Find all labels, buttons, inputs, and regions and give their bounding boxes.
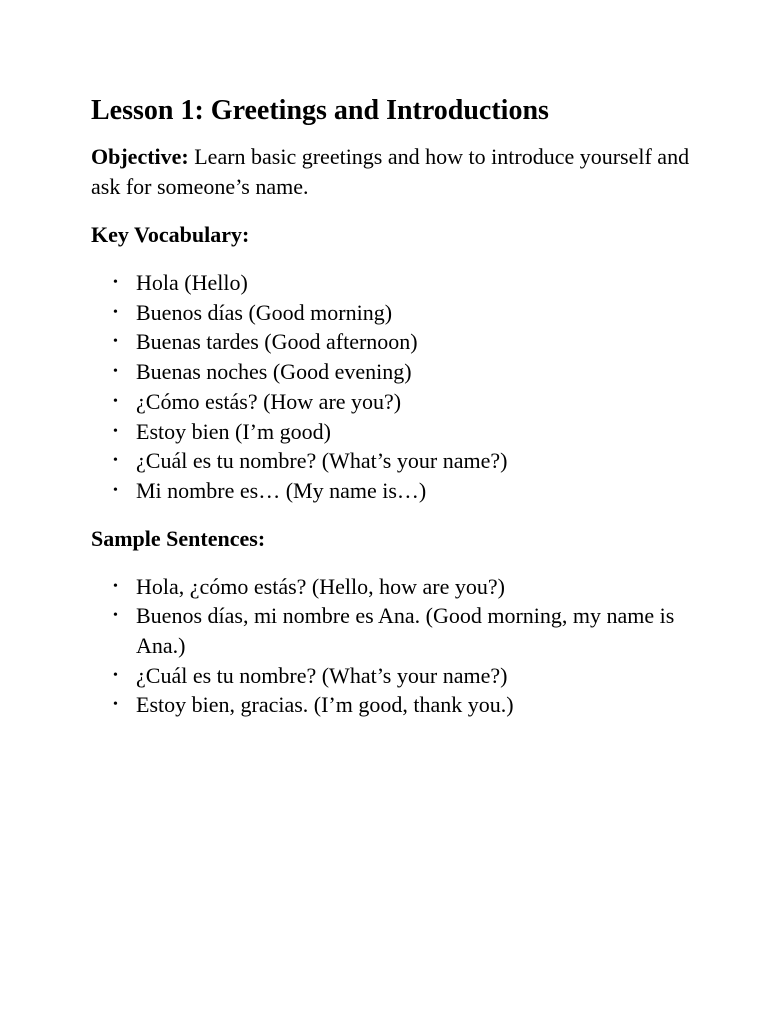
vocabulary-item-text: Buenas noches (Good evening) — [136, 359, 412, 385]
objective-label: Objective: — [91, 144, 189, 169]
vocabulary-item-text: Mi nombre es… (My name is…) — [136, 477, 427, 503]
objective-text: Learn basic greetings and how to introduce yourself and ask for someone’s name. — [91, 144, 690, 199]
document-page — [91, 93, 691, 720]
vocabulary-item-text: Buenas tardes (Good afternoon) — [136, 329, 418, 355]
vocabulary-item — [91, 387, 691, 417]
bullet-icon: • — [113, 667, 118, 683]
vocabulary-item — [91, 268, 691, 298]
sentences-heading: Sample Sentences: — [91, 525, 266, 551]
vocabulary-heading: Key Vocabulary: — [91, 222, 250, 247]
bullet-icon: • — [113, 364, 118, 380]
vocabulary-item-text: Buenos días (Good morning) — [136, 299, 393, 325]
vocabulary-item — [91, 476, 691, 506]
vocabulary-item — [91, 446, 691, 476]
sentence-item — [91, 690, 691, 720]
bullet-icon: • — [113, 334, 118, 350]
vocabulary-item-text: Hola (Hello) — [136, 270, 248, 295]
vocabulary-item — [91, 417, 691, 447]
bullet-icon: • — [113, 697, 118, 713]
sentences-list — [91, 572, 691, 721]
lesson-title: Lesson 1: Greetings and Introductions — [91, 95, 549, 126]
bullet-icon: • — [113, 304, 118, 320]
vocabulary-item — [91, 327, 691, 357]
bullet-icon: • — [113, 482, 118, 498]
vocabulary-item — [91, 357, 691, 387]
bullet-icon: • — [113, 608, 118, 624]
sentence-item — [91, 572, 691, 602]
bullet-icon: • — [113, 393, 118, 409]
bullet-icon: • — [113, 423, 118, 439]
bullet-icon: • — [113, 275, 118, 290]
bullet-icon: • — [113, 453, 118, 469]
sentence-item-text: Buenos días, mi nombre es Ana. (Good morning, my name is Ana.) — [136, 603, 675, 659]
sentence-item-text: ¿Cuál es tu nombre? (What’s your name?) — [136, 662, 508, 688]
bullet-icon: • — [113, 578, 118, 594]
vocabulary-list — [91, 268, 691, 506]
sentence-item-text: Hola, ¿cómo estás? (Hello, how are you?) — [136, 573, 505, 599]
vocabulary-item-text: ¿Cuál es tu nombre? (What’s your name?) — [136, 448, 508, 474]
objective-paragraph — [91, 142, 691, 202]
vocabulary-item-text: Estoy bien (I’m good) — [136, 418, 331, 444]
sentence-item-text: Estoy bien, gracias. (I’m good, thank you.) — [136, 692, 514, 718]
sentence-item — [91, 661, 691, 691]
sentence-item — [91, 601, 691, 660]
vocabulary-item — [91, 298, 691, 328]
vocabulary-item-text: ¿Cómo estás? (How are you?) — [136, 388, 402, 414]
